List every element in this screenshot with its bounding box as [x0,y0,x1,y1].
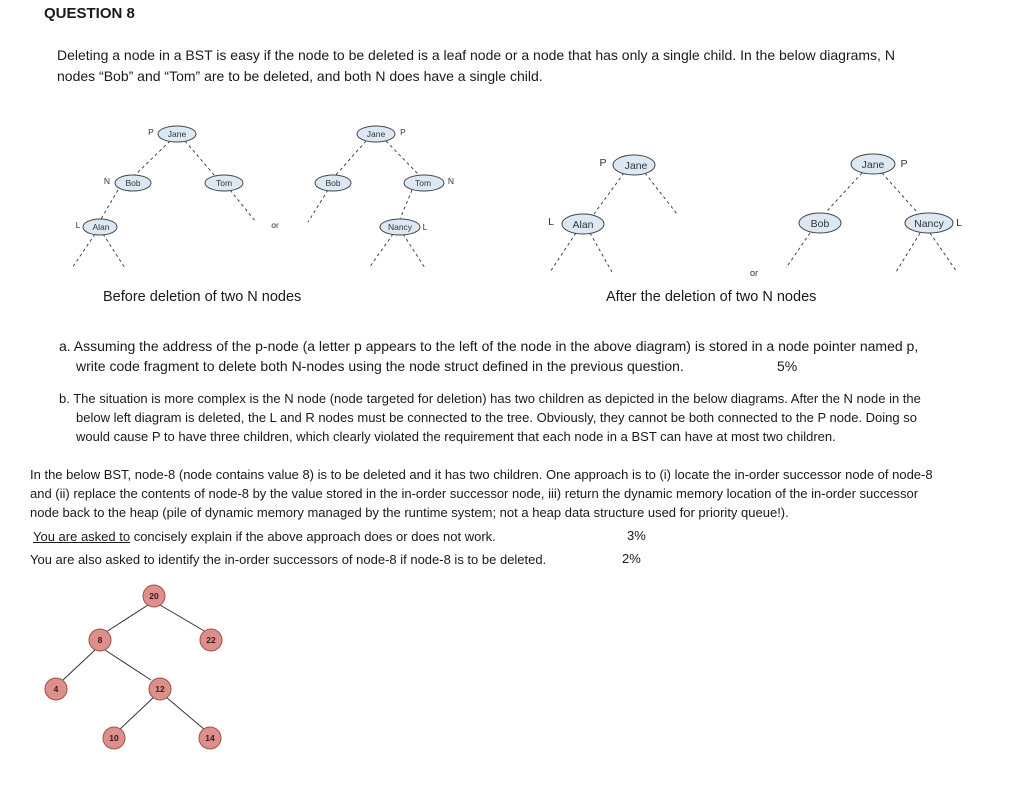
deletion-diagrams [0,115,1024,290]
bst-label-4: 4 [53,684,59,694]
ask-successor: You are also asked to identify the in-order successors of node-8 if node-8 is to be deleted. [30,552,547,567]
bst-label-12: 12 [155,684,165,694]
bst-label-14: 14 [205,733,215,743]
ask-explain-underlined: You are asked to [33,529,131,544]
caption-after: After the deletion of two N nodes [606,289,817,305]
part-a-score: 5% [777,358,798,374]
p-label: P [900,158,908,170]
bst-label-10: 10 [109,733,119,743]
part-b-line-3: would cause P to have three children, which clearly violated the requirement that each node in a BST can have at most two children. [76,429,836,444]
caption-before: Before deletion of two N nodes [103,289,302,305]
alan-label: Alan [572,219,594,231]
jane-label: Jane [167,129,187,139]
p-label: P [400,127,406,137]
part-a-line-1: a. Assuming the address of the p-node (a letter p appears to the left of the node in the above diagram) is stored in a node pointer named p, [59,338,919,354]
bst-line-1: In the below BST, node-8 (node contains value 8) is to be deleted and it has two children. One approach is to (i) locate the in-order successor node of node-8 [30,467,933,482]
jane-label: Jane [624,160,648,172]
or-label: or [749,268,759,278]
ask-explain-score: 3% [627,528,646,543]
l-label: L [75,220,81,230]
tom-label: Tom [414,178,432,188]
or-label: or [271,220,279,230]
bst-line-3: node back to the heap (pile of dynamic memory managed by the runtime system; not a heap data structure used for priority queue!). [30,505,789,520]
l-label: L [548,216,554,228]
ask-successor-score: 2% [622,551,641,566]
jane-label: Jane [366,129,386,139]
bob-label: Bob [325,178,341,188]
p-label: P [599,157,607,169]
nancy-label: Nancy [387,222,413,232]
n-label: N [103,176,111,186]
ask-explain [33,527,496,546]
part-b-line-1: b. The situation is more complex is the N node (node targeted for deletion) has two children as depicted in the below diagrams. After the N node in the [59,391,921,406]
ask-explain-rest: concisely explain if the above approach does or does not work. [130,529,496,544]
part-b-line-2: below left diagram is deleted, the L and R nodes must be connected to the tree. Obviously, they cannot be both connected to the P node. Doing so [76,410,917,425]
tom-label: Tom [215,178,233,188]
nancy-label: Nancy [914,218,944,230]
bst-label-8: 8 [97,635,103,645]
l-label: L [956,217,962,229]
bst-label-20: 20 [149,591,159,601]
p-label: P [148,127,154,137]
question-title: QUESTION 8 [44,5,135,22]
bob-label: Bob [810,218,830,230]
bst-line-2: and (ii) replace the contents of node-8 by the value stored in the in-order successor node, iii) return the dynamic memory location of the in-order successor [30,486,919,501]
bob-label: Bob [125,178,141,188]
part-a-line-2: write code fragment to delete both N-nodes using the node struct defined in the previous question. [76,358,684,374]
alan-label: Alan [92,222,110,232]
n-label: N [447,176,455,186]
jane-label: Jane [861,159,885,171]
l-label: L [422,222,428,232]
bst-label-22: 22 [206,635,216,645]
bst-diagram [30,580,250,760]
intro-line-1: Deleting a node in a BST is easy if the node to be deleted is a leaf node or a node that has only a single child. In the below diagrams, N [57,47,895,63]
intro-line-2: nodes “Bob” and “Tom” are to be deleted, and both N does have a single child. [57,68,543,84]
